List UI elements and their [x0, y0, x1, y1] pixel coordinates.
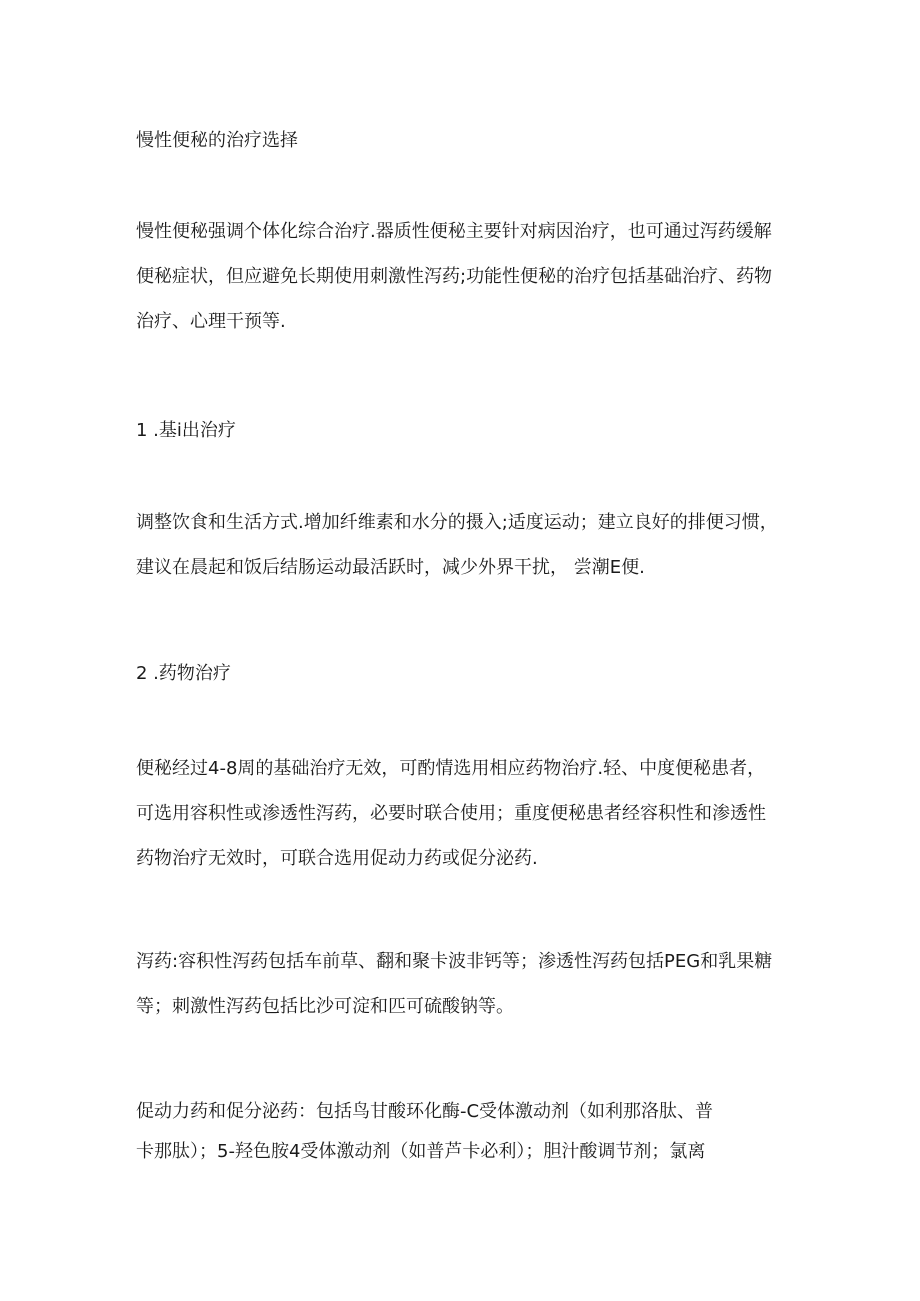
heading-text: 1 .基i出治疗: [136, 420, 236, 441]
document-title: [136, 118, 796, 163]
drug-treatment-paragraph: [136, 746, 796, 881]
text-line: 便秘经过4-8周的基础治疗无效，可酌情选用相应药物治疗.轻、中度便秘患者，: [136, 758, 766, 779]
prokinetics-paragraph: [136, 1092, 796, 1172]
text-line: 便秘症状，但应避免长期使用刺激性泻药;功能性便秘的治疗包括基础治疗、药物: [136, 266, 773, 287]
basic-treatment-paragraph: [136, 500, 796, 590]
text-line: 促动力药和促分泌药：包括鸟甘酸环化酶-C受体激动剂（如利那洛肽、普: [136, 1101, 714, 1122]
text-line: 泻药:容积性泻药包括车前草、翻和聚卡波非钙等；渗透性泻药包括PEG和乳果糖: [136, 951, 773, 972]
section-heading-basic-treatment: [136, 408, 796, 453]
laxatives-paragraph: [136, 939, 796, 1029]
text-line: 建议在晨起和饭后结肠运动最活跃时，减少外界干扰， 尝潮E便.: [136, 557, 645, 578]
text-line: 卡那肽）；5-羟色胺4受体激动剂（如普芦卡必利）；胆汁酸调节剂；氯离: [136, 1141, 706, 1162]
intro-paragraph: [136, 209, 796, 344]
text-line: 调整饮食和生活方式.增加纤维素和水分的摄入;适度运动；建立良好的排便习惯，: [136, 512, 778, 533]
text-line: 药物治疗无效时，可联合选用促动力药或促分泌药.: [136, 848, 538, 869]
text-line: 治疗、心理干预等.: [136, 311, 286, 332]
text-line: 慢性便秘强调个体化综合治疗.器质性便秘主要针对病因治疗，也可通过泻药缓解: [136, 221, 772, 242]
text-line: 等；刺激性泻药包括比沙可淀和匹可硫酸钠等。: [136, 996, 514, 1017]
section-heading-drug-treatment: [136, 651, 796, 696]
text-line: 可选用容积性或渗透性泻药，必要时联合使用；重度便秘患者经容积性和渗透性: [136, 803, 766, 824]
title-text: 慢性便秘的治疗选择: [136, 130, 298, 151]
heading-text: 2 .药物治疗: [136, 663, 231, 684]
